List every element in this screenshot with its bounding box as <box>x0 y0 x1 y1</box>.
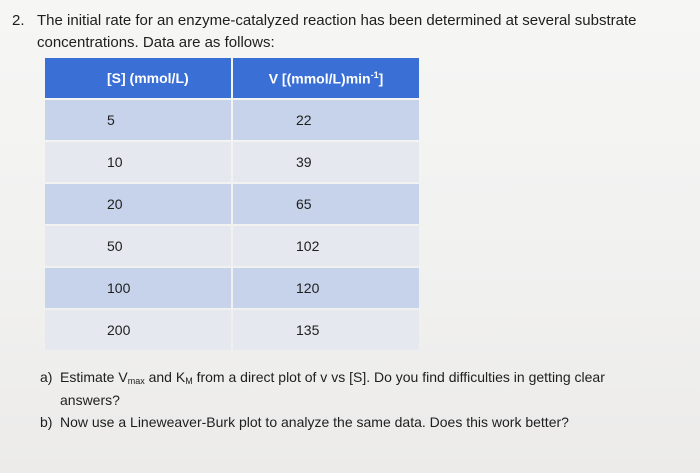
problem-number: 2. <box>12 12 25 29</box>
question-b <box>40 413 660 432</box>
table-row <box>45 226 419 266</box>
cell-velocity: 135 <box>233 310 419 350</box>
question-a-letter: a) <box>40 369 53 385</box>
header-substrate-label: [S] (mmol/L) <box>107 70 189 86</box>
problem-intro-text: The initial rate for an enzyme-catalyzed reaction has been determined at several substrate concentrations. Data are as follows: <box>37 12 637 51</box>
problem-statement <box>12 10 692 54</box>
cell-velocity: 22 <box>233 100 419 140</box>
cell-velocity: 39 <box>233 142 419 182</box>
cell-velocity: 102 <box>233 226 419 266</box>
cell-substrate: 20 <box>45 184 231 224</box>
cell-substrate: 50 <box>45 226 231 266</box>
question-list <box>40 368 660 435</box>
question-b-letter: b) <box>40 414 53 430</box>
table-row <box>45 310 419 350</box>
question-a-text <box>60 369 605 408</box>
cell-substrate: 10 <box>45 142 231 182</box>
header-velocity-exponent: -1 <box>370 69 379 80</box>
question-b-text: Now use a Lineweaver-Burk plot to analyze the same data. Does this work better? <box>60 414 569 430</box>
table-row <box>45 100 419 140</box>
problem-intro <box>12 10 692 54</box>
cell-velocity: 65 <box>233 184 419 224</box>
vmax-subscript: max <box>127 376 145 386</box>
cell-substrate: 100 <box>45 268 231 308</box>
question-a-part3: from a direct plot of v vs [S]. Do you find difficulties in getting clear answers? <box>60 369 605 408</box>
cell-velocity: 120 <box>233 268 419 308</box>
table-header-row <box>45 58 419 98</box>
question-a-part2: and K <box>144 369 186 385</box>
header-velocity-bracket: ] <box>378 70 384 87</box>
table-row <box>45 268 419 308</box>
question-a <box>40 368 660 410</box>
header-velocity-label: V [(mmol/L)min <box>268 70 371 87</box>
km-subscript: M <box>185 376 193 386</box>
table-row <box>45 184 419 224</box>
header-velocity <box>233 58 419 98</box>
question-a-part1: Estimate V <box>60 369 128 385</box>
cell-substrate: 200 <box>45 310 231 350</box>
header-substrate <box>45 58 231 98</box>
table-row <box>45 142 419 182</box>
cell-substrate: 5 <box>45 100 231 140</box>
data-table <box>43 56 421 352</box>
